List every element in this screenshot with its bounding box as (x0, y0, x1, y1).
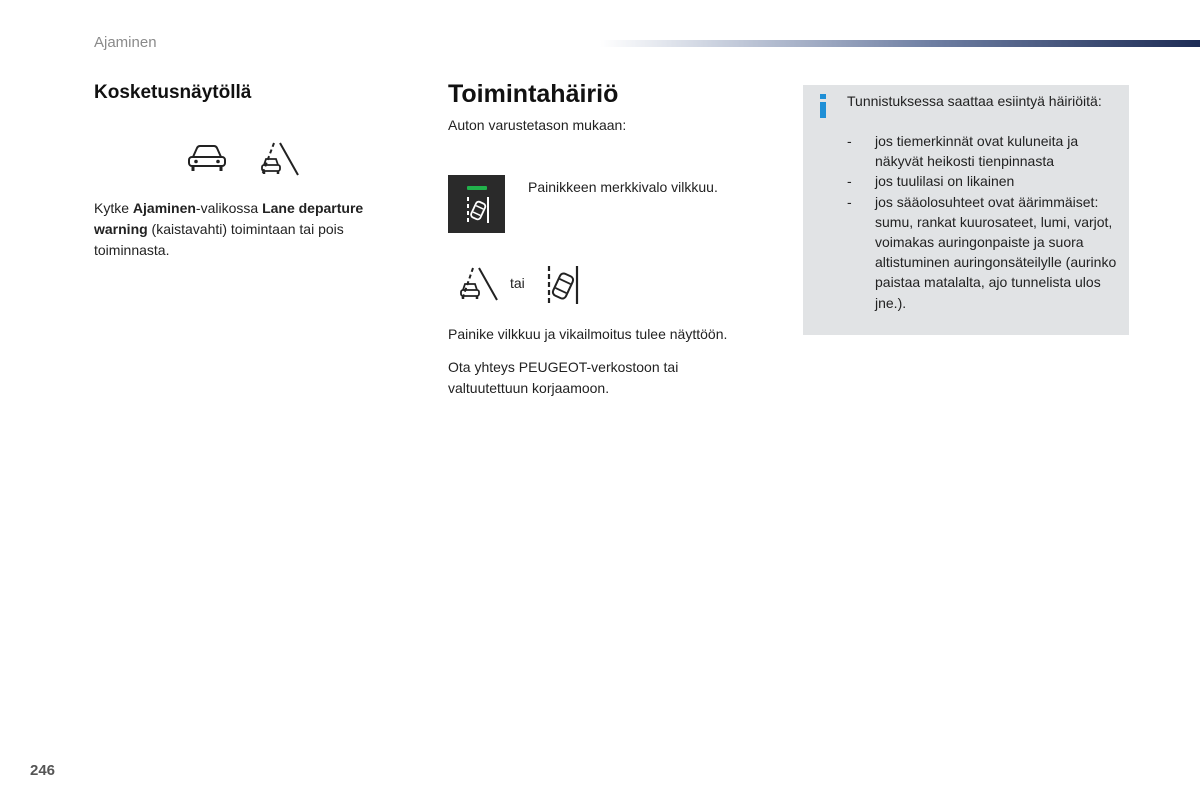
lane-keep-car-icon (464, 194, 492, 231)
info-list (847, 131, 1127, 313)
menu-name-driving: Ajaminen (132, 200, 196, 216)
lane-departure-icon (458, 266, 500, 307)
function-name-lane-departure: Lane departure warning (94, 200, 364, 237)
page-number: 246 (30, 762, 56, 779)
button-indicator-led (467, 186, 487, 190)
fault-message-note: Painike vilkkuu ja vikailmoitus tulee näyttöön. (448, 326, 728, 342)
lane-keep-car-icon (544, 264, 582, 311)
contact-dealer-note: Ota yhteys PEUGEOT-verkostoon tai valtuutettuun korjaamoon. (448, 359, 679, 396)
lane-departure-icon (258, 141, 302, 182)
or-word: tai (510, 275, 525, 291)
list-item: - jos tiemerkinnät ovat kuluneita ja näkyvät heikosti tienpinnasta (847, 133, 1079, 170)
section-title-touchscreen: Kosketusnäytöllä (94, 82, 252, 103)
button-indicator-caption: Painikkeen merkkivalo vilkkuu. (528, 179, 718, 195)
section-title-malfunction: Toimintahäiriö (448, 80, 619, 108)
touchscreen-instructions: Kytke Ajaminen-valikossa Lane departure warning (kaistavahti) toimintaan tai pois toiminnasta. (94, 200, 364, 258)
info-box (803, 85, 1129, 335)
equipment-note: Auton varustetason mukaan: (448, 117, 627, 133)
lane-assist-button (448, 175, 505, 233)
section-label: Ajaminen (94, 34, 157, 51)
list-item: - jos sääolosuhteet ovat äärimmäiset: sumu, rankat kuurosateet, lumi, varjot, voimakas auringonpaiste ja suora altistuminen auringonsäteilylle (aurinko paistaa matalalta, ajo tunnelista ulos jne.). (847, 193, 1117, 311)
header-gradient-bar (600, 40, 1200, 47)
car-front-icon (186, 143, 228, 178)
info-icon (817, 94, 829, 118)
info-intro: Tunnistuksessa saattaa esiintyä häiriöitä: (847, 93, 1102, 109)
list-item: - jos tuulilasi on likainen (847, 173, 1015, 190)
